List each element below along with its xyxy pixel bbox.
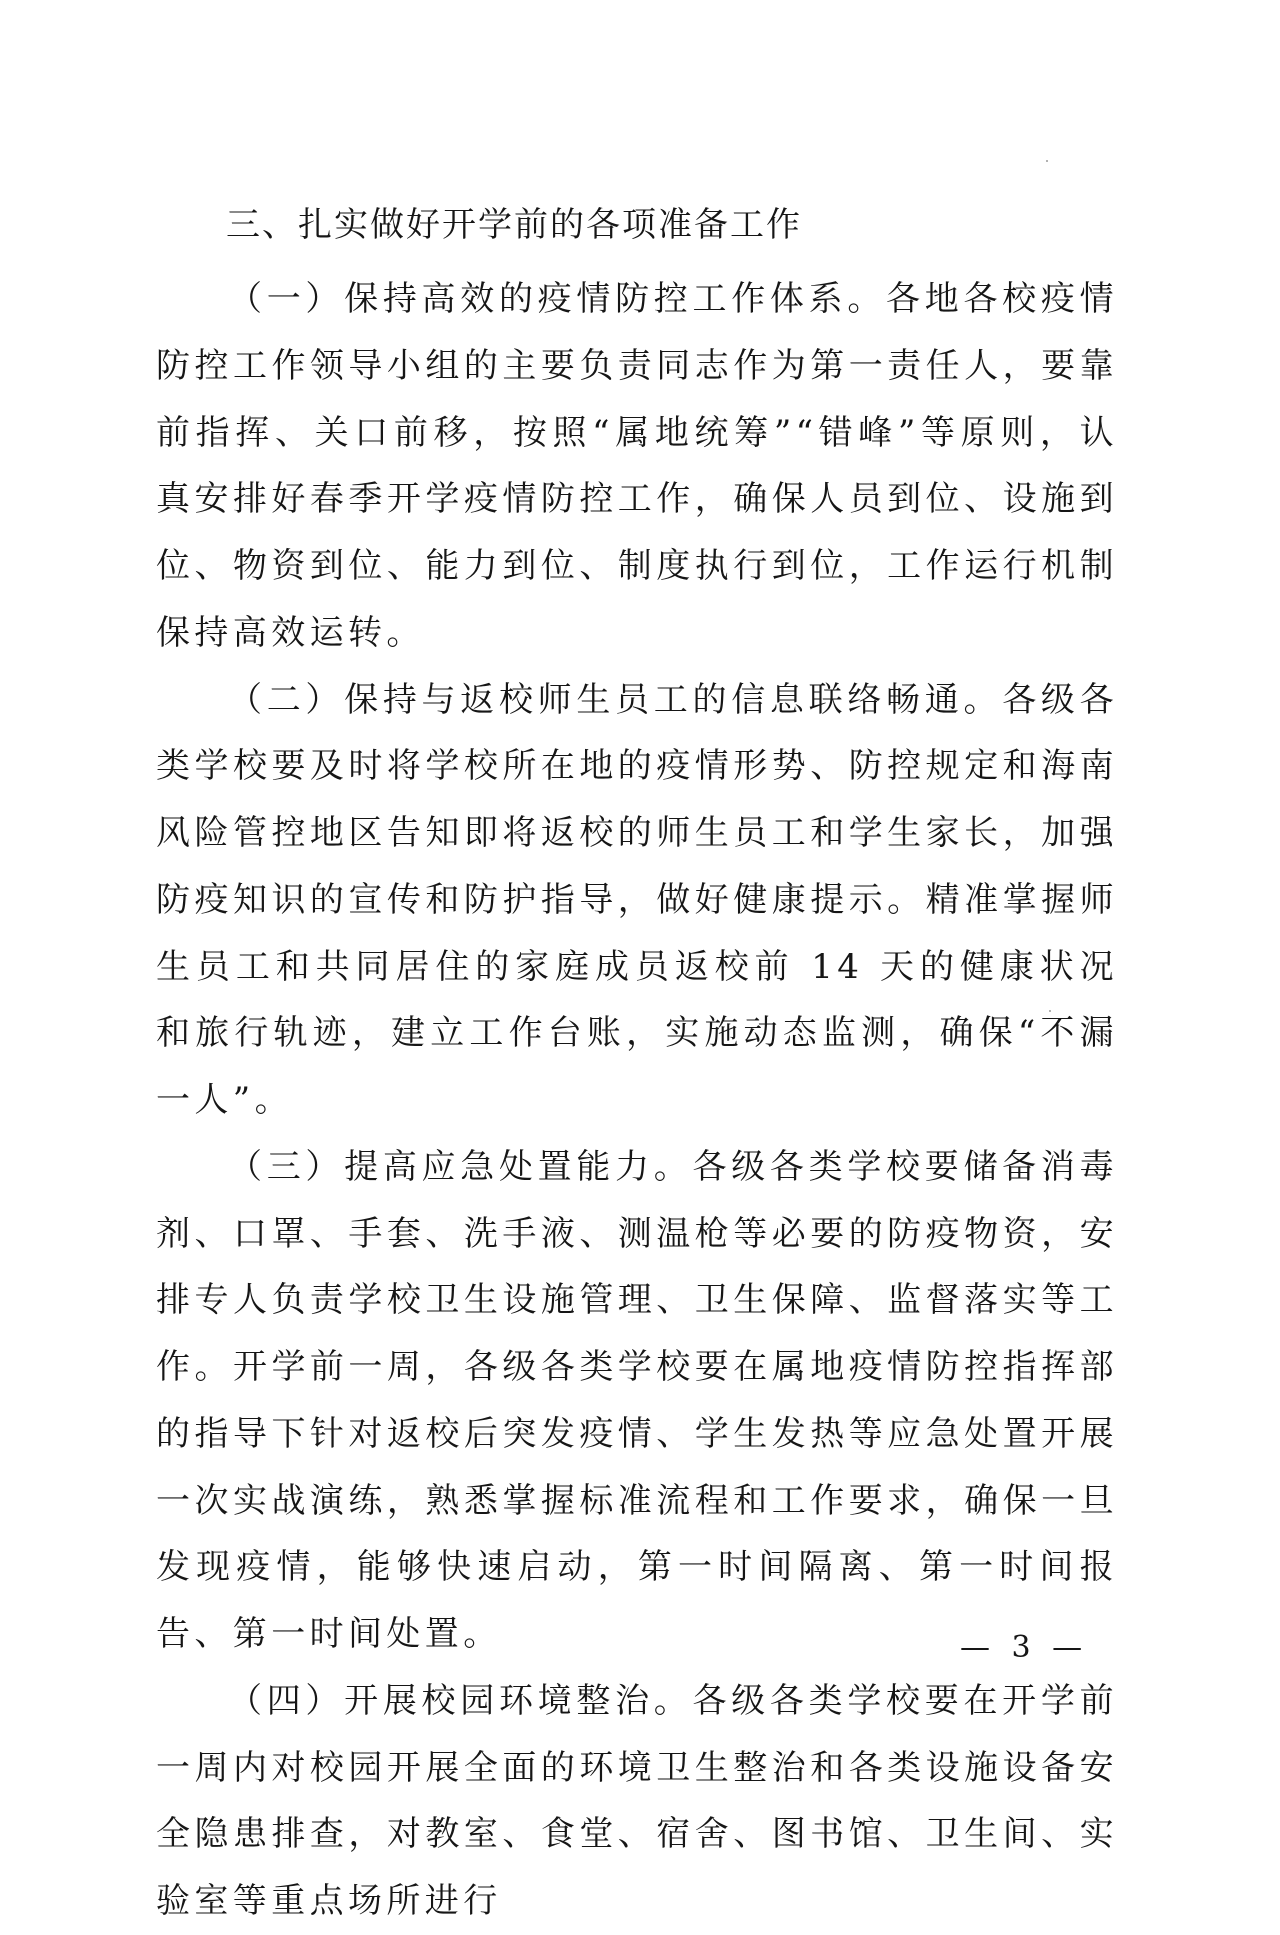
page-number: — 3 — (960, 1630, 1089, 1665)
paragraph-2-lead: （二）保持与返校师生员工的信息联络畅通。 (228, 679, 1003, 720)
paragraph-4 (156, 1668, 1118, 1935)
section-heading: 三、扎实做好开学前的各项准备工作 (226, 205, 802, 245)
scan-speck (1049, 1010, 1051, 1012)
paragraph-1-lead: （一）保持高效的疫情防控工作体系。 (228, 279, 887, 319)
paragraph-3-lead: （三）提高应急处置能力。 (228, 1146, 693, 1187)
paragraph-3 (156, 1134, 1118, 1668)
paragraph-1 (156, 266, 1118, 667)
paragraph-4-body: 各级各类学校要在开学前一周内对校园开展全面的环境卫生整治和各类设施设备安全隐患排查，对教室、食堂、宿舍、图书馆、卫生间、实验室等重点场所进行 (156, 1680, 1118, 1921)
paragraph-1-body: 各地各校疫情防控工作领导小组的主要负责同志作为第一责任人，要靠前指挥、关口前移，按照“属地统筹”“错峰”等原则，认真安排好春季开学疫情防控工作，确保人员到位、设施到位、物资到位、能力到位、制度执行到位，工作运行机制保持高效运转。 (156, 279, 1118, 653)
paragraph-3-body: 各级各类学校要储备消毒剂、口罩、手套、洗手液、测温枪等必要的防疫物资，安排专人负责学校卫生设施管理、卫生保障、监督落实等工作。开学前一周，各级各类学校要在属地疫情防控指挥部的指导下针对返校后突发疫情、学生发热等应急处置开展一次实战演练，熟悉掌握标准流程和工作要求，确保一旦发现疫情，能够快速启动，第一时间隔离、第一时间报告、第一时间处置。 (156, 1146, 1118, 1654)
paragraph-2 (156, 667, 1118, 1134)
body-text (156, 266, 1118, 1935)
paragraph-2-body: 各级各类学校要及时将学校所在地的疫情形势、防控规定和海南风险管控地区告知即将返校的师生员工和学生家长，加强防疫知识的宣传和防护指导，做好健康提示。精准掌握师生员工和共同居住的家庭成员返校前 14 天的健康状况和旅行轨迹，建立工作台账，实施动态监测，确保“不漏一人”。 (156, 679, 1119, 1120)
paragraph-4-lead: （四）开展校园环境整治。 (228, 1680, 693, 1721)
scan-speck (1046, 160, 1048, 162)
